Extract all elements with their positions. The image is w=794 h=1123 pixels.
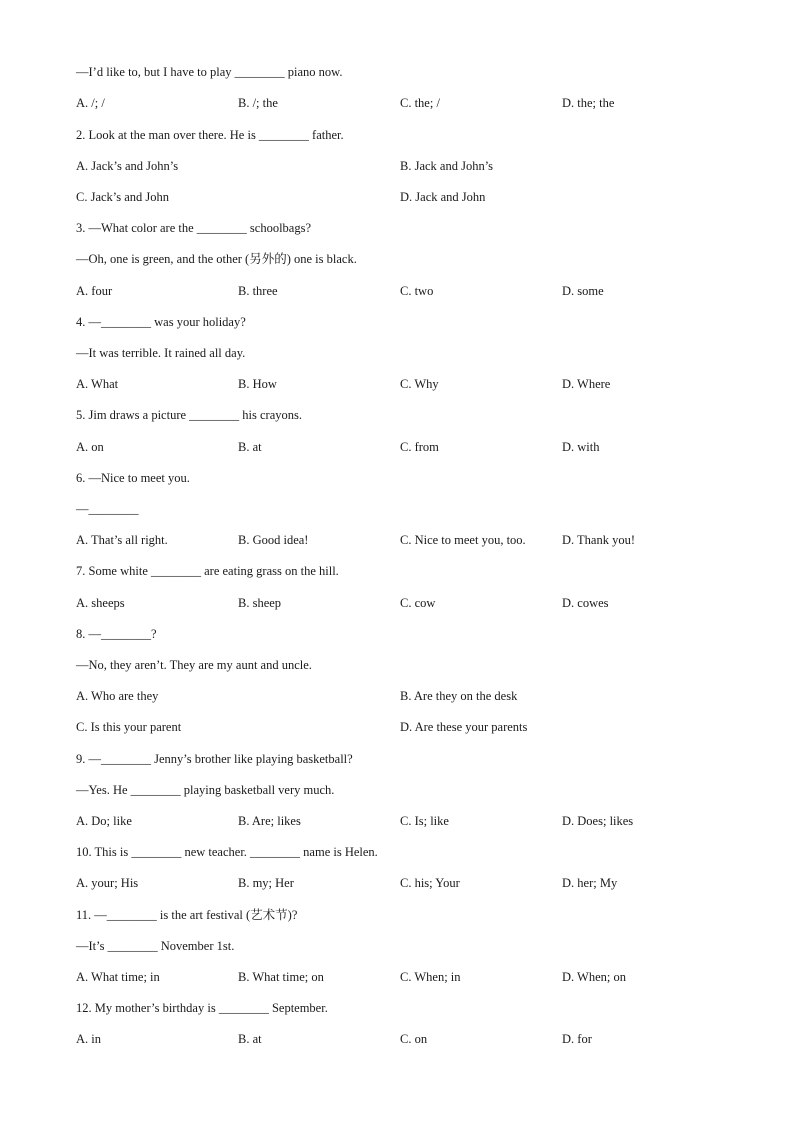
option-c: C. his; Your (400, 876, 460, 890)
option-c: C. from (400, 440, 439, 454)
question-4-reply: —It was terrible. It rained all day. (76, 346, 246, 360)
question-8: 8. —________? (76, 627, 157, 641)
option-a: A. Who are they (76, 689, 159, 703)
question-9: 9. —________ Jenny’s brother like playing basketball? (76, 752, 353, 766)
option-c: C. When; in (400, 970, 461, 984)
question-12: 12. My mother’s birthday is ________ September. (76, 1001, 328, 1015)
option-c: C. Jack’s and John (76, 190, 170, 204)
option-d: D. Where (562, 377, 611, 391)
option-a: A. sheeps (76, 596, 125, 610)
option-a: A. four (76, 284, 113, 298)
option-d: D. the; the (562, 96, 615, 110)
option-c: C. the; / (400, 96, 440, 110)
option-c: C. Nice to meet you, too. (400, 533, 526, 547)
option-d: D. some (562, 284, 604, 298)
question-4: 4. —________ was your holiday? (76, 315, 246, 329)
option-b: B. Are; likes (238, 814, 301, 828)
question-11: 11. —________ is the art festival (艺术节)? (76, 908, 298, 922)
question-6-reply: —________ (76, 502, 139, 516)
option-a: A. /; / (76, 96, 105, 110)
question-3-reply: —Oh, one is green, and the other (另外的) one is black. (76, 252, 357, 266)
option-a: A. That’s all right. (76, 533, 168, 547)
question-8-reply: —No, they aren’t. They are my aunt and uncle. (76, 658, 312, 672)
option-a: A. What (76, 377, 119, 391)
question-3: 3. —What color are the ________ schoolbags? (76, 221, 312, 235)
option-d: D. with (562, 440, 600, 454)
option-b: B. at (238, 1032, 262, 1046)
question-line: —I’d like to, but I have to play ________ piano now. (76, 65, 343, 79)
question-11-reply: —It’s ________ November 1st. (76, 939, 235, 953)
option-b: B. How (238, 377, 277, 391)
question-9-reply: —Yes. He ________ playing basketball very much. (76, 783, 335, 797)
question-2: 2. Look at the man over there. He is ________ father. (76, 128, 344, 142)
question-5: 5. Jim draws a picture ________ his crayons. (76, 408, 303, 422)
option-c: C. Is this your parent (76, 720, 182, 734)
option-b: B. my; Her (238, 876, 294, 890)
option-b: B. What time; on (238, 970, 324, 984)
option-a: A. Do; like (76, 814, 132, 828)
option-c: C. cow (400, 596, 436, 610)
option-d: D. When; on (562, 970, 626, 984)
question-7: 7. Some white ________ are eating grass on the hill. (76, 564, 339, 578)
option-d: D. Jack and John (400, 190, 486, 204)
option-a: A. Jack’s and John’s (76, 159, 179, 173)
option-c: C. Is; like (400, 814, 449, 828)
question-6: 6. —Nice to meet you. (76, 471, 190, 485)
option-d: D. for (562, 1032, 592, 1046)
option-b: B. /; the (238, 96, 278, 110)
option-c: C. on (400, 1032, 428, 1046)
option-a: A. on (76, 440, 104, 454)
option-b: B. at (238, 440, 262, 454)
option-b: B. Jack and John’s (400, 159, 494, 173)
option-a: A. your; His (76, 876, 139, 890)
option-a: A. in (76, 1032, 101, 1046)
option-d: D. cowes (562, 596, 609, 610)
option-b: B. Are they on the desk (400, 689, 518, 703)
option-d: D. Does; likes (562, 814, 634, 828)
option-b: B. three (238, 284, 278, 298)
option-d: D. her; My (562, 876, 618, 890)
option-b: B. Good idea! (238, 533, 309, 547)
option-d: D. Are these your parents (400, 720, 528, 734)
option-c: C. Why (400, 377, 439, 391)
option-d: D. Thank you! (562, 533, 636, 547)
option-b: B. sheep (238, 596, 282, 610)
question-10: 10. This is ________ new teacher. ________ name is Helen. (76, 845, 378, 859)
option-a: A. What time; in (76, 970, 160, 984)
option-c: C. two (400, 284, 434, 298)
